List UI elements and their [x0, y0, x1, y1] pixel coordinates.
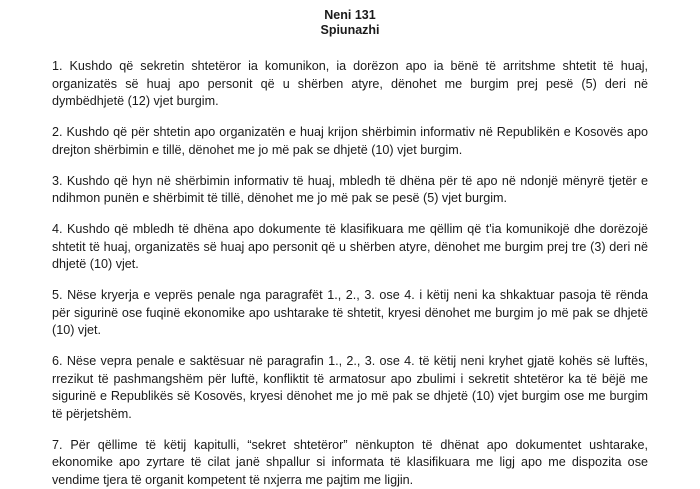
paragraph-2: 2. Kushdo që për shtetin apo organizatën e huaj krijon shërbimin informativ në Republikën e Kosovës apo drejton shërbimin e tillë, dënohet me jo më pak se dhjetë (10) vjet burgim.: [52, 124, 648, 159]
paragraph-7: 7. Për qëllime të këtij kapitulli, “sekret shtetëror” nënkupton të dhënat apo dokumentet ushtarake, ekonomike apo zyrtare të cilat janë shpallur si informata të klasifikuara me ligj apo me dispozita ose vendime tjera të organit kompetent të nxjerra me pajtim me ligjin.: [52, 437, 648, 489]
paragraph-4: 4. Kushdo që mbledh të dhëna apo dokumente të klasifikuara me qëllim që t'ia komunikojë dhe dorëzojë shtetit të huaj, organizatës së huaj apo personit që u shërben atyre, dënohet me burgim prej tre (3) deri në dhjetë (10) vjet.: [52, 221, 648, 274]
paragraph-3: 3. Kushdo që hyn në shërbimin informativ të huaj, mbledh të dhëna për të apo në ndonjë mënyrë tjetër e ndihmon punën e shërbimit të tillë, dënohet me jo më pak se pesë (5) vjet burgim.: [52, 173, 648, 208]
article-title: Spiunazhi: [52, 23, 648, 38]
paragraph-6: 6. Nëse vepra penale e saktësuar në paragrafin 1., 2., 3. ose 4. të këtij neni kryhet gjatë kohës së luftës, rrezikut të pashmangshëm për luftë, konfliktit të armatosur apo zbulimi i sekretit shtetëror ka të bëjë me sigurinë e Republikës së Kosovës, kryesi dënohet me jo më pak se dhjetë (10) vjet burgim ose me burgim të përjetshëm.: [52, 353, 648, 423]
paragraph-1: 1. Kushdo që sekretin shtetëror ia komunikon, ia dorëzon apo ia bënë të arritshme shtetit të huaj, organizatës së huaj apo personit që u shërben atyre, dënohet me burgim prej pesë (5) deri në dymbëdhjetë (12) vjet burgim.: [52, 58, 648, 111]
paragraph-5: 5. Nëse kryerja e veprës penale nga paragrafët 1., 2., 3. ose 4. i këtij neni ka shkaktuar pasoja të rënda për sigurinë ose fuqinë ekonomike apo ushtarake të shtetit, kryesi dënohet me burgim jo më pak se dhjetë (10) vjet.: [52, 287, 648, 340]
article-number: Neni 131: [52, 8, 648, 23]
